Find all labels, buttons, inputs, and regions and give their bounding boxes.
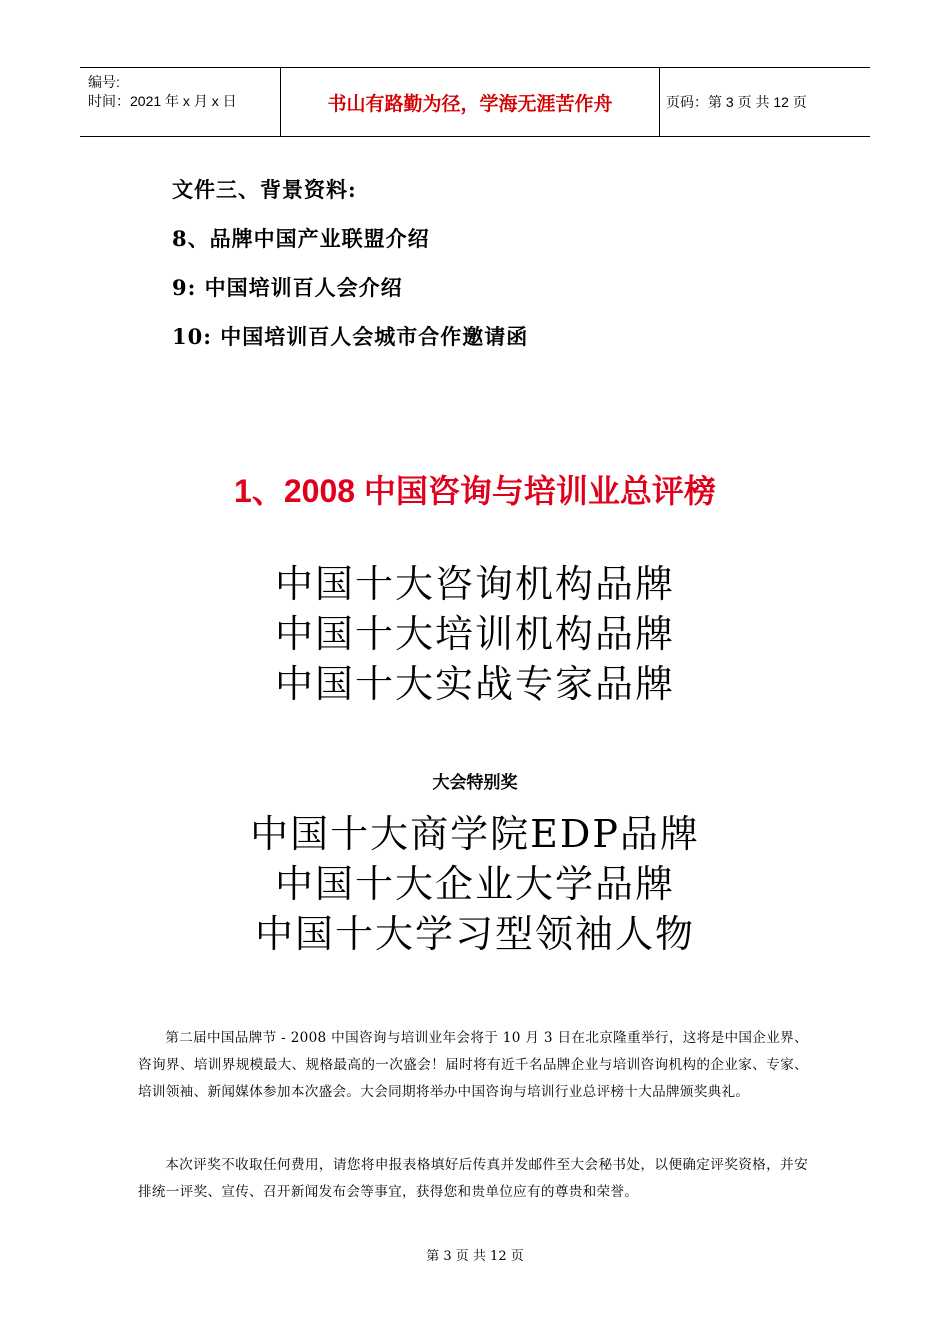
instruction-paragraph: 本次评奖不收取任何费用，请您将申报表格填好后传真并发邮件至大会秘书处，以便确定评奖资格，并安排统一评奖、宣传、召开新闻发布会等事宜，获得您和贵单位应有的尊贵和荣誉。 — [138, 1157, 808, 1200]
main-title: 1、2008 中国咨询与培训业总评榜 — [234, 473, 716, 509]
special-award-heading: 大会特别奖 — [432, 773, 518, 793]
award-category: 中国十大培训机构品牌 — [274, 612, 675, 656]
special-award-category: 中国十大学习型领袖人物 — [254, 912, 695, 956]
page-footer: 第 3 页 共 12 页 — [426, 1249, 524, 1264]
toc-item-8: 8、品牌中国产业联盟介绍 — [172, 226, 430, 251]
document-number-label: 编号: — [88, 74, 120, 90]
intro-paragraph: 第二届中国品牌节 - 2008 中国咨询与培训业年会将于 10 月 3 日在北京隆重举行，这将是中国企业界、咨询界、培训界规模最大、规格最高的一次盛会！届时将有近千名品牌企业与培训咨询机构的企业家、专家、培训领袖、新闻媒体参加本次盛会。大会同期将举办中国咨询与培训行业总评榜十大品牌颁奖典礼。 — [138, 1030, 808, 1100]
header-page-number: 页码：第 3 页 共 12 页 — [666, 94, 807, 110]
header-meta — [80, 68, 280, 136]
document-time-label: 时间：2021 年 x 月 x 日 — [88, 93, 237, 109]
award-category: 中国十大实战专家品牌 — [274, 662, 675, 706]
toc-heading: 文件三、背景资料: — [172, 177, 357, 202]
header-motto: 书山有路勤为径，学海无涯苦作舟 — [280, 68, 660, 136]
special-award-category: 中国十大企业大学品牌 — [274, 862, 675, 906]
page-header — [80, 67, 870, 137]
award-category: 中国十大咨询机构品牌 — [274, 562, 675, 606]
toc-item-9: 9: 中国培训百人会介绍 — [172, 275, 403, 300]
special-award-category: 中国十大商学院EDP品牌 — [250, 812, 700, 856]
toc-item-10: 10: 中国培训百人会城市合作邀请函 — [172, 324, 529, 349]
